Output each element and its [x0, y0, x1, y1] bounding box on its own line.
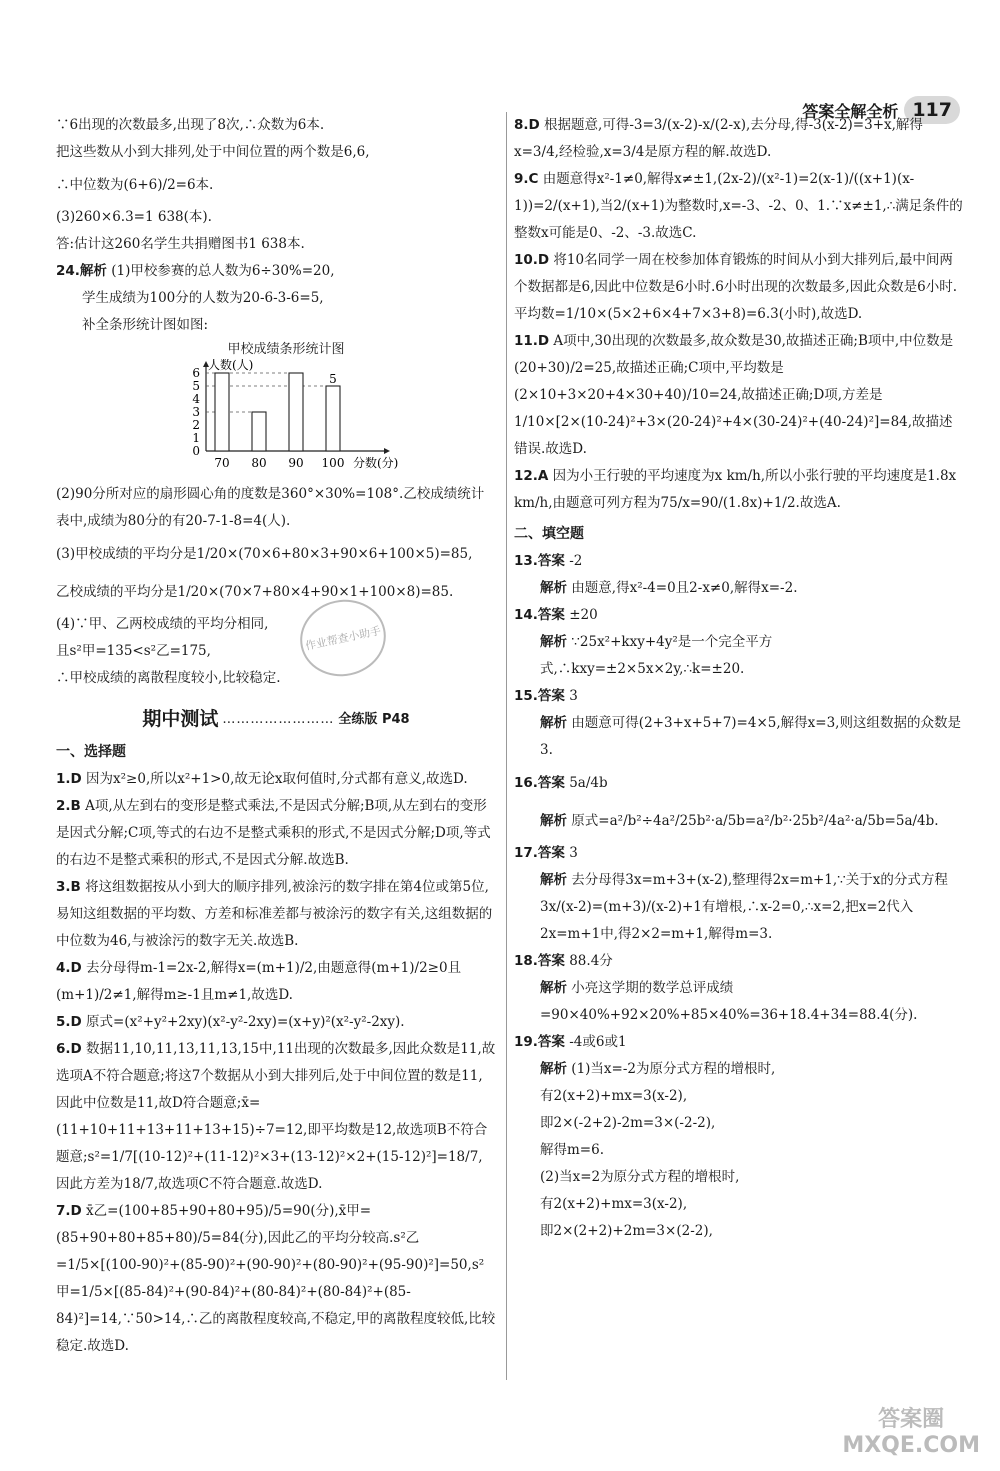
- left-column: [56, 112, 496, 1360]
- y-tick-label: 0: [192, 444, 200, 458]
- fill-answer: [514, 548, 964, 575]
- bar: [252, 412, 266, 451]
- data-label: 5: [329, 372, 337, 386]
- midterm-title: 期中测试: [142, 708, 219, 730]
- fill-analysis: [514, 629, 964, 683]
- choice-item: [56, 1198, 496, 1360]
- q19-line: 即2×(-2+2)-2m=3×(-2-2),: [540, 1115, 716, 1131]
- q19-line: 有2(x+2)+mx=3(x-2),: [540, 1196, 688, 1212]
- fill-num: 14.答案: [514, 607, 565, 623]
- fill-answer-value: -2: [569, 553, 583, 569]
- fill-answer: [514, 840, 964, 867]
- choice-text: 去分母得m-1=2x-2,解得x=(m+1)/2,由题意得(m+1)/2≥0且(m+1)/2≠1,解得m≥-1且m≠1,故选D.: [56, 960, 462, 1003]
- analysis-label: 解析: [540, 1061, 567, 1077]
- choice-item: [514, 463, 964, 517]
- fill-answer: [514, 683, 964, 710]
- midterm-heading: [56, 706, 496, 733]
- analysis-label: 解析: [540, 715, 567, 731]
- choice-num: 9.C: [514, 171, 539, 187]
- y-tick-label: 5: [192, 379, 200, 393]
- fill-num: 15.答案: [514, 688, 565, 704]
- q19-line: 有2(x+2)+mx=3(x-2),: [540, 1088, 688, 1104]
- watermark-url: MXQE.COM: [842, 1433, 980, 1458]
- y-tick-label: 6: [192, 366, 200, 380]
- choice-num: 1.D: [56, 771, 82, 787]
- choice-text: 因为x²≥0,所以x²+1>0,故无论x取何值时,分式都有意义,故选D.: [86, 771, 468, 787]
- choice-num: 7.D: [56, 1203, 82, 1219]
- choice-text: 因为小王行驶的平均速度为x km/h,所以小张行驶的平均速度是1.8x km/h,由题意可列方程为75/x=90/(1.8x)+1/2.故选A.: [514, 468, 957, 511]
- q24-after: 乙校成绩的平均分是1/20×(70×7+80×4+90×1+100×8)=85.: [56, 584, 454, 600]
- choice-item: [514, 247, 964, 328]
- analysis-text: (1)当x=-2为原分式方程的增根时,: [571, 1061, 776, 1077]
- x-tick-label: 80: [251, 456, 267, 470]
- q19-line: (2)当x=2为原分式方程的增根时,: [540, 1169, 740, 1185]
- header-title: 答案全解全析: [802, 101, 899, 121]
- fill-answer-value: 88.4分: [569, 953, 613, 969]
- q24-after: (4)∵甲、乙两校成绩的平均分相同,: [56, 616, 269, 632]
- choice-num: 3.B: [56, 879, 81, 895]
- q19-line: 解得m=6.: [540, 1142, 604, 1158]
- choice-item: [514, 112, 964, 166]
- column-divider: [506, 112, 507, 1380]
- midterm-dots: ……………………: [222, 712, 335, 727]
- choice-item: [56, 874, 496, 955]
- fill-analysis: [514, 802, 964, 840]
- analysis-text: 小亮这学期的数学总评成绩=90×40%+92×20%+85×40%=36+18.4+34=88.4(分).: [540, 980, 918, 1023]
- intro-line: (3)260×6.3=1 638(本).: [56, 209, 212, 225]
- choice-text: 根据题意,可得-3=3/(x-2)-x/(2-x),去分母,得-3(x-2)=3+x,解得x=3/4,经检验,x=3/4是原方程的解.故选D.: [514, 117, 923, 160]
- fill-analysis: [514, 867, 964, 948]
- y-axis-label: 人数(人): [208, 359, 254, 372]
- chart-svg: [176, 359, 436, 471]
- choice-text: 数据11,10,11,13,11,13,15中,11出现的次数最多,因此众数是11,故选项A不符合题意;将这7个数据从小到大排列后,处于中间位置的数是11,因此中位数是11,故D符合题意;x̄=(11+10+11+13+11+13+15)÷7=12,即平均数是12,故选项B不符合题意;s²=1/7[(10-12)²+(11-12)²×3+(13-12)²×2+(15-12)²]=18/7,因此方差为18/7,故选项C不符合题意.故选D.: [56, 1041, 496, 1192]
- bar: [326, 386, 340, 451]
- stamp-watermark: 作业帮查小助手: [293, 592, 393, 684]
- fill-num: 19.答案: [514, 1034, 565, 1050]
- fill-answer-value: 3: [569, 845, 578, 861]
- q24-after: (2)90分所对应的扇形圆心角的度数是360°×30%=108°.乙校成绩统计表中,成绩为80分的有20-7-1-8=4(人).: [56, 486, 485, 529]
- q19-line: 即2×(2+2)+2m=3×(2-2),: [540, 1223, 713, 1239]
- choice-text: 原式=(x²+y²+2xy)(x²-y²-2xy)=(x+y)²(x²-y²-2xy).: [86, 1014, 405, 1030]
- choice-item: [56, 793, 496, 874]
- analysis-label: 解析: [540, 813, 567, 829]
- q24-line: 补全条形统计图如图:: [82, 317, 209, 333]
- midterm-ref: 全练版 P48: [338, 712, 410, 727]
- choice-num: 5.D: [56, 1014, 82, 1030]
- fill-answer: [514, 602, 964, 629]
- fill-num: 16.答案: [514, 775, 565, 791]
- analysis-text: ∵25x²+kxy+4y²是一个完全平方式,∴kxy=±2×5x×2y,∴k=±20.: [540, 634, 773, 677]
- q24-after: 且s²甲=135<s²乙=175,: [56, 643, 211, 659]
- choice-num: 2.B: [56, 798, 81, 814]
- fill-num: 17.答案: [514, 845, 565, 861]
- fill-answer: [514, 1029, 964, 1056]
- choice-text: A项中,30出现的次数最多,故众数是30,故描述正确;B项中,中位数是(20+30)/2=25,故描述正确;C项中,平均数是(2×10+3×20+4×30+40)/10=24,故描述正确;D项,方差是1/10×[2×(10-24)²+3×(20-24)²+4×(30-24)²+(40-24)²]=84,故描述错误.故选D.: [514, 333, 954, 457]
- analysis-label: 解析: [540, 580, 567, 596]
- section-heading: 二、填空题: [514, 526, 584, 542]
- section-heading: 一、选择题: [56, 744, 126, 760]
- q24-after: (3)甲校成绩的平均分是1/20×(70×6+80×3+90×6+100×5)=85,: [56, 546, 473, 562]
- y-tick-label: 3: [192, 405, 200, 419]
- fill-analysis: [514, 975, 964, 1029]
- choice-text: x̄乙=(100+85+90+80+95)/5=90(分),x̄甲=(85+90+80+85+80)/5=84(分),因此乙的平均分较高.s²乙=1/5×[(100-90)²+(85-90)²+(90-90)²+(80-90)²+(95-90)²]=50,s²甲=1/5×[(85-84)²+(90-84)²+(80-84)²+(80-84)²+(85-84)²]=14,∵50>14,∴乙的离散程度较高,不稳定,甲的离散程度较低,比较稳定.故选D.: [56, 1203, 496, 1354]
- fill-answer-value: -4或6或1: [569, 1034, 627, 1050]
- y-tick-label: 4: [192, 392, 200, 406]
- choice-text: 将这组数据按从小到大的顺序排列,被涂污的数字排在第4位或第5位,易知这组数据的平均数、方差和标准差都与被涂污的数字有关,这组数据的中位数为46,与被涂污的数字无关.故选B.: [56, 879, 493, 949]
- analysis-label: 解析: [540, 634, 567, 650]
- x-axis-arrow: [384, 448, 390, 454]
- intro-line: ∴中位数为(6+6)/2=6本.: [56, 177, 214, 193]
- intro-line: 把这些数从小到大排列,处于中间位置的两个数是6,6,: [56, 144, 370, 160]
- watermark-text: 答案圈: [878, 1407, 945, 1432]
- choice-text: A项,从左到右的变形是整式乘法,不是因式分解;B项,从左到右的变形是因式分解;C项,等式的右边不是整式乘积的形式,不是因式分解;D项,等式的右边不是整式乘积的形式,不是因式分解.故选B.: [56, 798, 491, 868]
- chart-title: 甲校成绩条形统计图: [227, 342, 345, 357]
- choice-item: [56, 1009, 496, 1036]
- fill-answer-value: ±20: [569, 607, 598, 623]
- fill-analysis: [514, 710, 964, 764]
- analysis-text: 原式=a²/b²÷4a²/25b²·a/5b=a²/b²·25b²/4a²·a/5b=5a/4b.: [571, 813, 939, 829]
- choice-item: [56, 766, 496, 793]
- choice-item: [56, 955, 496, 1009]
- analysis-label: 解析: [540, 980, 567, 996]
- choice-item: [514, 328, 964, 463]
- choice-item: [56, 1036, 496, 1198]
- intro-line: ∵6出现的次数最多,出现了8次,∴众数为6本.: [56, 117, 325, 133]
- choice-num: 8.D: [514, 117, 540, 133]
- page-number: 117: [904, 96, 960, 124]
- q24-text: (1)甲校参赛的总人数为6÷30%=20,: [111, 263, 335, 279]
- bar-chart: [176, 341, 496, 481]
- q24-line: [56, 258, 496, 285]
- x-tick-label: 90: [288, 456, 304, 470]
- y-tick-label: 2: [192, 418, 200, 432]
- choice-item: [514, 166, 964, 247]
- q24-number: 24.解析: [56, 263, 107, 279]
- fill-answer: [514, 948, 964, 975]
- analysis-text: 去分母得3x=m+3+(x-2),整理得2x=m+1,∵关于x的分式方程3x/(x-2)=(m+3)/(x-2)+1有增根,∴x-2=0,∴x=2,把x=2代入2x=m+1中,得2×2=m+1,解得m=3.: [540, 872, 948, 942]
- x-tick-label: 100: [321, 456, 345, 470]
- intro-line: 答:估计这260名学生共捐赠图书1 638本.: [56, 236, 305, 252]
- choice-num: 6.D: [56, 1041, 82, 1057]
- x-axis-label: 分数(分): [353, 456, 399, 470]
- fill-answer-value: 5a/4b: [569, 775, 608, 791]
- watermark: [842, 1407, 980, 1459]
- fill-analysis: [514, 1056, 964, 1083]
- choice-num: 11.D: [514, 333, 550, 349]
- choice-num: 10.D: [514, 252, 550, 268]
- fill-num: 18.答案: [514, 953, 565, 969]
- bar: [289, 373, 303, 451]
- choice-num: 4.D: [56, 960, 82, 976]
- fill-answer-value: 3: [569, 688, 578, 704]
- fill-answer: [514, 764, 964, 802]
- y-tick-label: 1: [192, 431, 200, 445]
- analysis-text: 由题意可得(2+3+x+5+7)=4×5,解得x=3,则这组数据的众数是3.: [540, 715, 961, 758]
- choice-text: 将10名同学一周在校参加体育锻炼的时间从小到大排列后,最中间两个数据都是6,因此中位数是6小时.6小时出现的次数最多,因此众数是6小时.平均数=1/10×(5×2+6×4+7×3+8)=6.3(小时),故选D.: [514, 252, 958, 322]
- bar: [215, 373, 229, 451]
- right-column: [514, 112, 964, 1245]
- choice-num: 12.A: [514, 468, 549, 484]
- x-tick-label: 70: [214, 456, 230, 470]
- fill-num: 13.答案: [514, 553, 565, 569]
- q24-after: ∴甲校成绩的离散程度较小,比较稳定.: [56, 670, 281, 686]
- q24-line: 学生成绩为100分的人数为20-6-3-6=5,: [82, 290, 324, 306]
- analysis-label: 解析: [540, 872, 567, 888]
- choice-text: 由题意得x²-1≠0,解得x≠±1,(2x-2)/(x²-1)=2(x-1)/((x+1)(x-1))=2/(x+1),当2/(x+1)为整数时,x=-3、-2、0、1.∵x≠±1,∴满足条件的整数x可能是0、-2、-3.故选C.: [514, 171, 963, 241]
- analysis-text: 由题意,得x²-4=0且2-x≠0,解得x=-2.: [571, 580, 798, 596]
- fill-analysis: [514, 575, 964, 602]
